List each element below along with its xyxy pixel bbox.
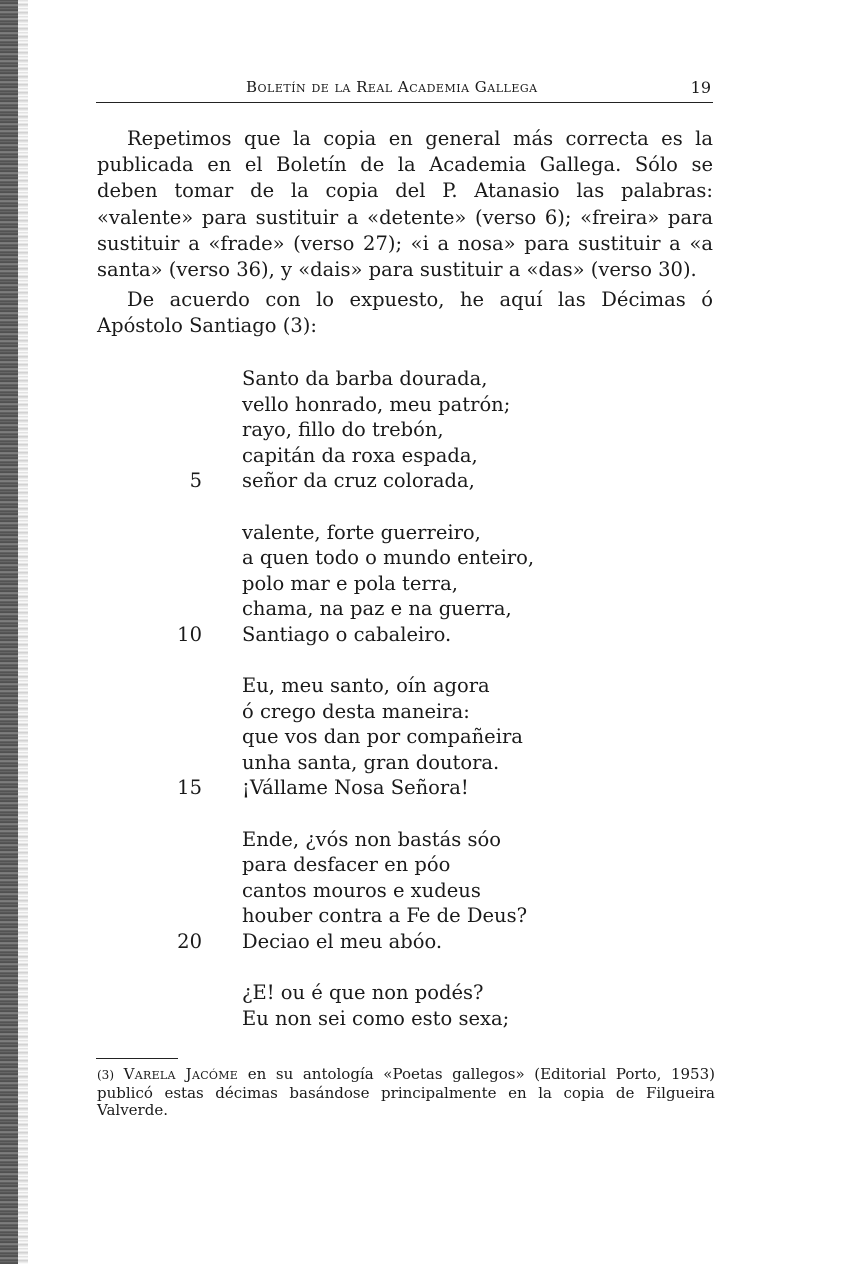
scanned-page-edge-shadow <box>18 0 28 1264</box>
verse-number: 10 <box>177 622 202 646</box>
verse-text: houber contra a Fe de Deus? <box>242 904 528 927</box>
stanza <box>160 520 620 648</box>
stanza <box>160 673 620 801</box>
verse-line <box>160 699 620 725</box>
footnote <box>97 1066 715 1120</box>
footnote-author: Varela Jacóme <box>123 1065 239 1083</box>
verse-line <box>160 852 620 878</box>
verse-text: chama, na paz e na guerra, <box>242 597 512 620</box>
verse-line <box>160 1006 620 1032</box>
verse-text: Ende, ¿vós non bastás sóo <box>242 827 501 851</box>
verse-text: para desfacer en póo <box>242 853 451 876</box>
stanza-gap <box>160 494 620 520</box>
verse-text: polo mar e pola terra, <box>242 571 458 595</box>
verse-number: 20 <box>177 929 202 953</box>
verse-line <box>160 571 620 597</box>
page-number: 19 <box>690 78 711 97</box>
verse-line <box>160 392 620 418</box>
verse-text: capitán da roxa espada, <box>242 443 478 467</box>
verse-line <box>160 366 620 392</box>
verse-line <box>160 520 620 546</box>
verse-text: ¡Vállame Nosa Señora! <box>242 776 469 799</box>
verse-line <box>160 750 620 776</box>
paragraph-intro: Repetimos que la copia en general más correcta es la publicada en el Boletín de la Academia Gallega. Sólo se deben tomar de la copia del P. Atanasio las palabras: «valente» para sustituir a «detente» (verso 6); «freira» para sustituir a «frade» (verso 27); «i a nosa» para sustituir a «a santa» (verso 36), y «dais» para sustituir a «das» (verso 30). <box>97 127 713 282</box>
verse-line <box>160 443 620 469</box>
verse-line <box>160 775 620 801</box>
verse-line <box>160 468 620 494</box>
verse-line <box>160 622 620 648</box>
verse-text: Eu non sei como esto sexa; <box>242 1006 510 1030</box>
verse-line <box>160 545 620 571</box>
stanza <box>160 827 620 955</box>
verse-text: vello honrado, meu patrón; <box>242 392 511 416</box>
verse-text: rayo, fillo do trebón, <box>242 418 444 441</box>
footnote-divider <box>96 1058 178 1059</box>
footnote-text: en su antología «Poetas gallegos» (Editorial Porto, 1953) publicó estas décimas basándose principalmente en la copia de Filgueira Valverde. <box>97 1065 715 1119</box>
verse-line <box>160 929 620 955</box>
verse-text: valente, forte guerreiro, <box>242 520 481 544</box>
verse-number: 15 <box>177 776 202 799</box>
verse-text: que vos dan por compañeira <box>242 725 523 748</box>
verse-text: a quen todo o mundo enteiro, <box>242 546 535 569</box>
scanned-page-edge <box>0 0 18 1264</box>
verse-text: ó crego desta maneira: <box>242 699 470 723</box>
verse-text: Santiago o cabaleiro. <box>242 622 452 646</box>
verse-text: Eu, meu santo, oín agora <box>242 674 490 697</box>
verse-number: 5 <box>189 469 202 492</box>
stanza-gap <box>160 647 620 673</box>
stanza-gap <box>160 801 620 827</box>
running-head: Boletín de la Real Academia Gallega <box>246 78 538 96</box>
verse-text: unha santa, gran doutora. <box>242 750 500 774</box>
verse-text: cantos mouros e xudeus <box>242 878 481 902</box>
verse-text: señor da cruz colorada, <box>242 469 475 492</box>
stanza <box>160 980 620 1031</box>
verse-line <box>160 878 620 904</box>
poem <box>160 366 620 1031</box>
paragraph-decimas-intro: De acuerdo con lo expuesto, he aquí las Décimas ó Apóstolo Santiago (3): <box>97 288 713 338</box>
stanza <box>160 366 620 494</box>
verse-line <box>160 724 620 750</box>
page-header <box>96 78 713 103</box>
footnote-mark: (3) <box>97 1068 114 1082</box>
verse-line <box>160 980 620 1006</box>
verse-text: Deciao el meu abóo. <box>242 929 443 953</box>
verse-line <box>160 827 620 853</box>
verse-line <box>160 903 620 929</box>
verse-text: Santo da barba dourada, <box>242 367 488 390</box>
verse-line <box>160 596 620 622</box>
verse-line <box>160 673 620 699</box>
stanza-gap <box>160 954 620 980</box>
verse-text: ¿E! ou é que non podés? <box>242 981 484 1004</box>
verse-line <box>160 417 620 443</box>
